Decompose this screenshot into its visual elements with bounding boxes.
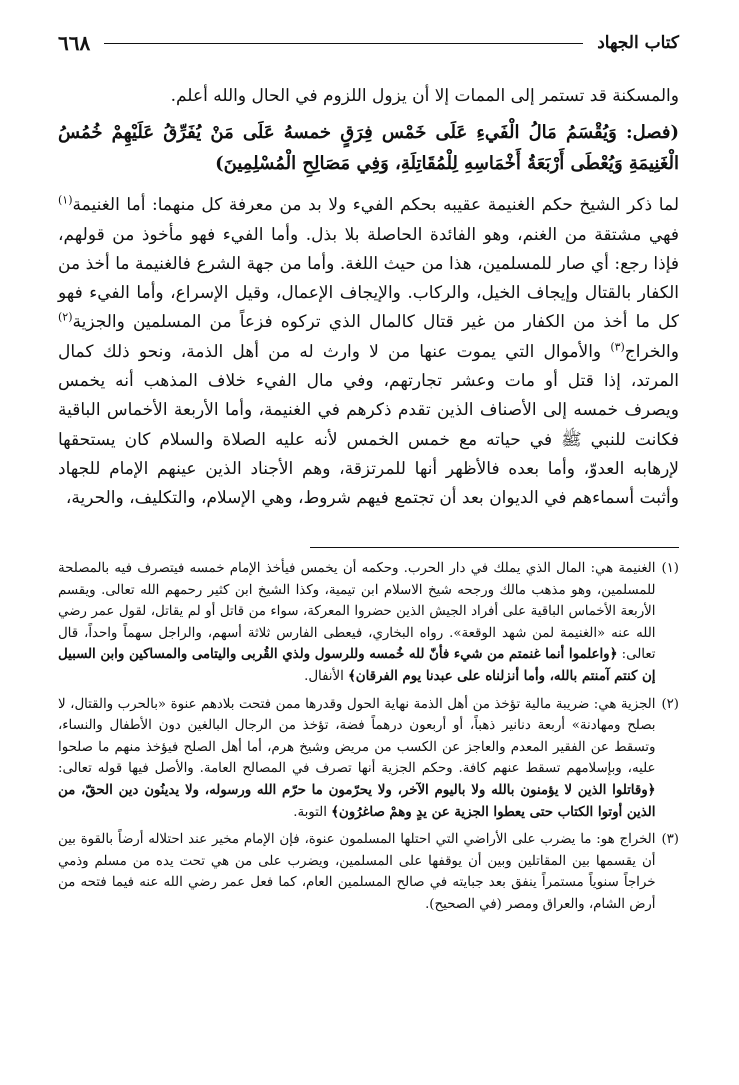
paragraph	[58, 191, 679, 513]
paragraph-text: لما ذكر الشيخ حكم الغنيمة عقيبه بحكم الفيء ولا بد من معرفة كل منهما: أما الغنيمة	[72, 195, 679, 216]
surah-name: الأنفال.	[304, 668, 344, 684]
book-title: كتاب الجهاد	[597, 33, 679, 53]
footnote-text	[58, 694, 655, 824]
footnote-body: الغنيمة هي: المال الذي يملك في دار الحرب. وحكمه أن يخمس فيأخذ الإمام خمسه فيتصرف فيه بالمصلحة للمسلمين، وهو مذهب مالك ورجحه شيخ الاسلام ابن تيمية، وكذا الشيخ ابن كثير رحمهم الله تعالى. ويقسم الأربعة الأخماس الباقية على أفراد الجيش الذين حضروا المعركة، سواء من قاتل أو لم يقاتل، لقول عمر رضي الله عنه «الغنيمة لمن شهد الوقعة». رواه البخاري، فيعطى الفارس ثلاثة أسهم، والراجل سهماً واحداً، قال تعالى:	[58, 561, 656, 663]
fasl-heading: (فصل: وَيُقْسَمُ مَالُ الْفَيءِ عَلَى خَمْس فِرَقٍ خمسهُ عَلَى مَنْ يُفَرِّقُ عَلَيْهِمْ خُمُسُ الْغَنِيمَةِ وَيُعْطَى أَرْبَعَةُ أَخْمَاسِهِ لِلْمُقَاتِلَةِ، وَفِي مَصَالِحِ الْمُسْلِمِينَ)	[58, 122, 679, 175]
footnote-body: الخراج هو: ما يضرب على الأراضي التي احتلها المسلمون عنوة، فإن الإمام مخير عند احتلاله أرضاً بالقوة بين أن يقسمها بين المقاتلين وبين أن يوقفها على المسلمين، ويضرب على من هي تحت يده من مسلم وذمي خراجاً سنوياً مستمراً ينفق بعد جبايته في صالح المسلمين العام، كما فعل عمر رضي الله عنه فيما فتحه من أرض الشام، والعراق ومصر (في الصحيح).	[58, 832, 656, 912]
footnote-text	[58, 829, 655, 915]
footnote-number: (٢)	[661, 696, 679, 712]
footnote-ref-3[interactable]: (٣)	[610, 340, 625, 354]
footnote	[58, 694, 679, 824]
main-text	[58, 82, 679, 514]
paragraph-text: والأموال التي يموت عنها من لا وارث له من أهل الذمة، ونحو ذلك كمال المرتد، إذا قتل أو مات وعشر تجارتهم، وفي مال الفيء خلاف المذهب أنه يخمس ويصرف خمسه إلى الأصناف الذين تقدم ذكرهم في الغنيمة، وأما الأربعة الأخماس الباقية فكانت للنبي ﷺ في حياته مع خمس الخمس لأنه عليه الصلاة والسلام كان يستحقها لإرهابه العدوّ، وأما بعده فالأظهر أنها للمرتزقة، وهم الأجناد الذين عينهم الإمام للجهاد وأثبت أسماءهم في الديوان بعد أن تجتمع فيهم شروط، وهي الإسلام، والتكليف، والحرية،	[58, 341, 679, 509]
footnote-number: (٣)	[661, 832, 679, 848]
footnote	[58, 829, 679, 915]
footnote-number: (١)	[661, 561, 679, 576]
footnote-ref-2[interactable]: (٢)	[58, 310, 73, 324]
header-rule	[104, 43, 583, 44]
footnote	[58, 558, 679, 688]
quran-quote: ﴿واعلموا أنما غنمتم من شيء فأنّ لله خُمسه وللرسول ولذي القُربى واليتامى والمساكين وابن السبيل إن كنتم آمنتم بالله، وأما أنزلناه على عبدنا يوم الفرقان﴾	[58, 647, 656, 684]
paragraph-text: والخراج	[624, 341, 679, 362]
page-header	[58, 28, 679, 58]
surah-name: التوبة.	[293, 804, 327, 820]
page-number: ٦٦٨	[58, 31, 91, 55]
quran-quote: ﴿وقاتلوا الذين لا يؤمنون بالله ولا باليوم الآخر، ولا يحرّمون ما حرّم الله ورسوله، ولا يدينُون دين الحقّ، من الذين أوتوا الكتاب حتى يعطوا الجزية عن يدٍ وهمْ صاغرُون﴾	[58, 782, 656, 820]
footnotes	[58, 558, 679, 922]
paragraph-text: فهي مشتقة من الغنم، وهو الفائدة الحاصلة بلا بذل. وأما الفيء فهو مأخوذ من قولهم، فإذا رجع: أي صار للمسلمين، هذا من حيث اللغة. وأما من جهة الشرع فالغنيمة ما أخذ من الكفار بالقتال وإيجاف الخيل، والركاب. والإيجاف الإعمال، وقيل الإسراع، وأما الفيء فهو كل ما أخذ من الكفار من غير قتال كالمال الذي تركوه فزعاً من المسلمين والجزية	[58, 224, 679, 333]
footnote-separator	[310, 547, 679, 548]
footnote-body: الجزية هي: ضريبة مالية تؤخذ من أهل الذمة نهاية الحول وقدرها ممن فتحت بلادهم عنوة «بالحرب والقتال، لا بصلح ومهادنة» أربعة دنانير ذهباً، أو أربعون درهماً فضة، تؤخذ من الرجال البالغين دون الأطفال والنساء، وتسقط عن الفقير المعدم والعاجز عن الكسب من مريض وشيخ هرم، أما أهل الصلح فيؤخذ منهم ما صلحوا عليه، وبإسلامهم تسقط عنهم كافة. وحكم الجزية أنها تصرف في المصالح العامة. والأصل فيها قوله تعالى:	[58, 696, 656, 777]
footnote-text	[58, 558, 655, 688]
intro-line: والمسكنة قد تستمر إلى الممات إلا أن يزول اللزوم في الحال والله أعلم.	[170, 86, 679, 106]
footnote-ref-1[interactable]: (١)	[58, 193, 73, 207]
